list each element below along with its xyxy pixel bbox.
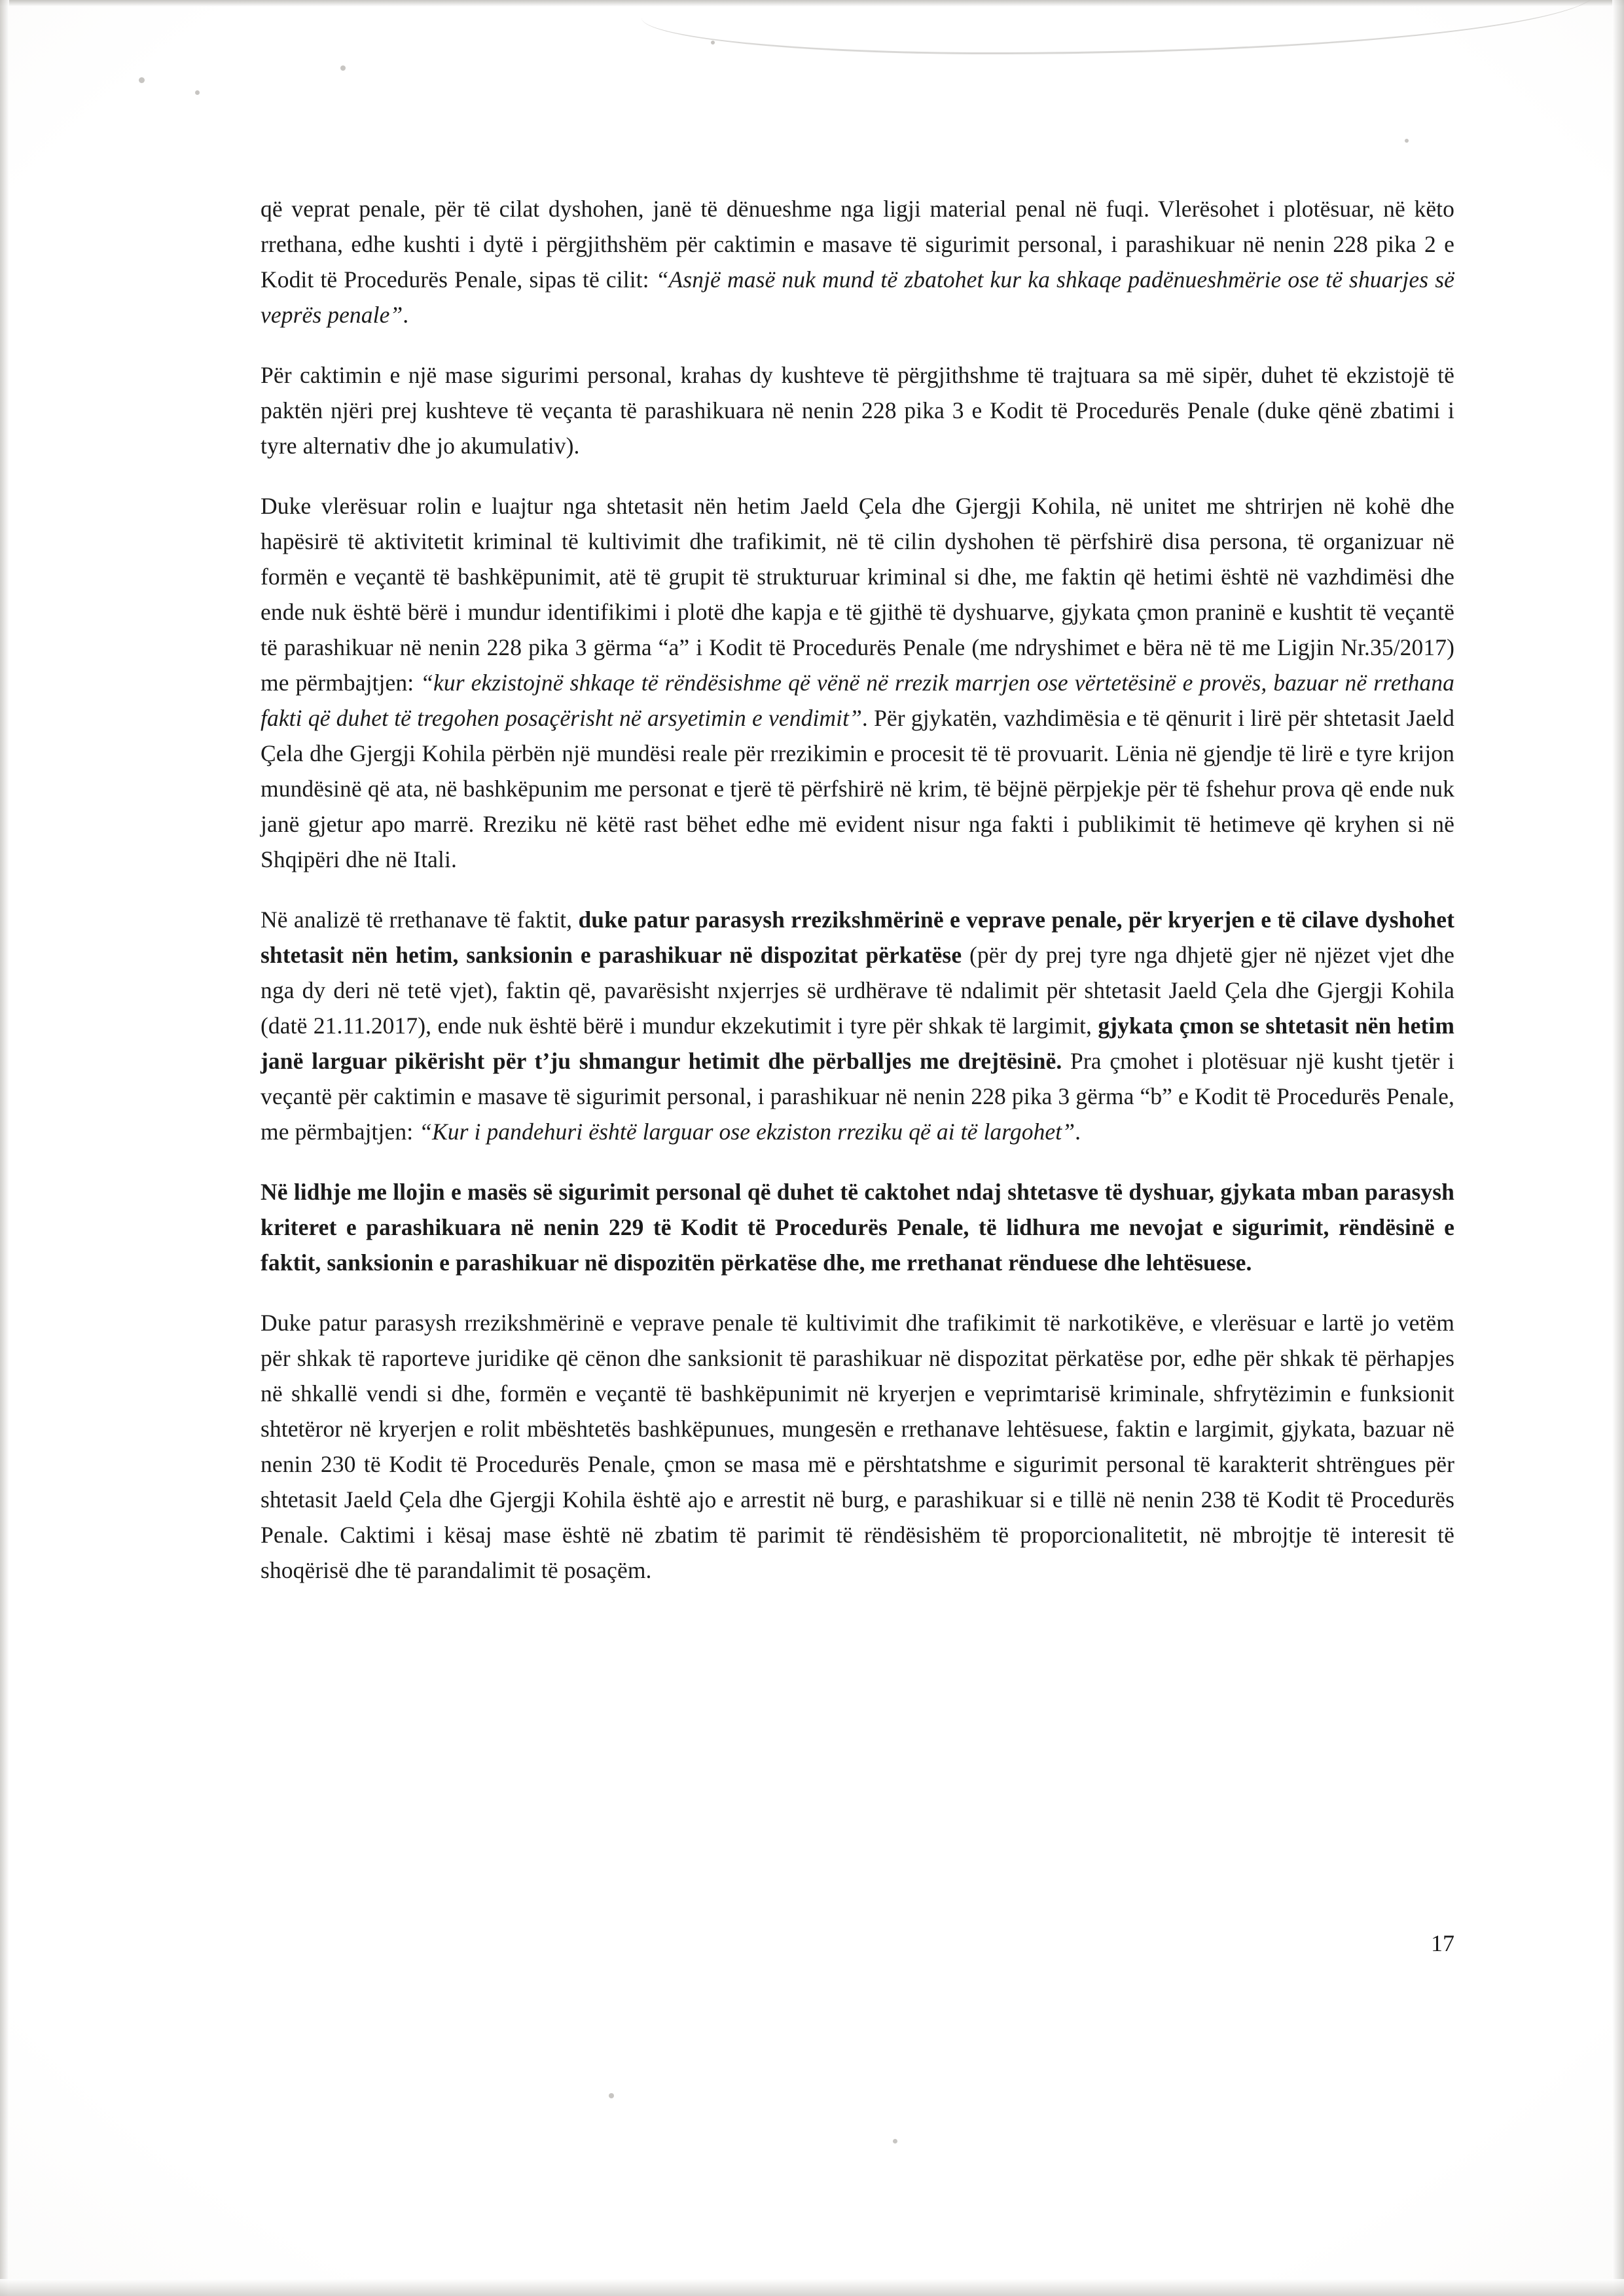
text-run-italic: “Kur i pandehuri është larguar ose ekziston rreziku që ai të largohet” <box>419 1119 1075 1145</box>
document-body <box>261 191 1454 1588</box>
scan-edge-right <box>1612 0 1624 2296</box>
text-run-bold: Në lidhje me llojin e masës së sigurimit personal që duhet të caktohet ndaj shtetasve të dyshuar, gjykata mban parasysh kriteret e parashikuara në nenin 229 të Kodit të Procedurës Penale, të lidhura me nevojat e sigurimit, rëndësinë e faktit, sanksionin e parashikuar në dispozitën përkatëse dhe, me rrethanat rënduese dhe lehtësuese. <box>261 1179 1454 1276</box>
paragraph-3 <box>261 488 1454 877</box>
paragraph-5 <box>261 1174 1454 1280</box>
paragraph-6 <box>261 1305 1454 1588</box>
scan-edge-top <box>0 0 1624 7</box>
text-run: Duke patur parasysh rrezikshmërinë e veprave penale të kultivimit dhe trafikimit të narkotikëve, e vlerësuar e lartë jo vetëm për shkak të raporteve juridike që cënon dhe sanksionit të parashikuar në dispozitat përkatëse por, edhe për shkak të përhapjes në shkallë vendi si dhe, formën e veçantë të bashkëpunimit në kryerjen e veprimtarisë kriminale, shfrytëzimin e funksionit shtetëror në kryerjen e rolit mbështetës bashkëpunues, mungesën e rrethanave lehtësuese, faktin e largimit, gjykata, bazuar në nenin 230 të Kodit të Procedurës Penale, çmon se masa më e përshtatshme e sigurimit personal të karakterit shtrëngues për shtetasit Jaeld Çela dhe Gjergji Kohila është ajo e arrestit në burg, e parashikuar si e tillë në nenin 238 të Kodit të Procedurës Penale. Caktimi i kësaj mase është në zbatim të parimit të rëndësishëm të proporcionalitetit, në mbrojtje të interesit të shoqërisë dhe të parandalimit të posaçëm. <box>261 1310 1454 1583</box>
paragraph-1 <box>261 191 1454 332</box>
scan-speck <box>1405 139 1409 143</box>
scan-edge-bottom <box>0 2279 1624 2296</box>
text-run: Në analizë të rrethanave të faktit, <box>261 906 579 933</box>
text-run: Për caktimin e një mase sigurimi personal, krahas dy kushteve të përgjithshme të trajtuara sa më sipër, duhet të ekzistojë të paktën njëri prej kushteve të veçanta të parashikuara në nenin 228 pika 3 e Kodit të Procedurës Penale (duke qënë zbatimi i tyre alternativ dhe jo akumulativ). <box>261 362 1454 459</box>
text-run-bold: duke patur parasysh rrezikshmërinë e veprave penale, për kryerjen e të cilave dyshohet shtetasit nën hetim, sanksionin e parashikuar në dispozitat përkatëse <box>261 906 1455 968</box>
text-run: Pra çmohet i plotësuar një kusht tjetër i veçantë për caktimin e masave të sigurimit personal, i parashikuar në nenin 228 pika 3 gërma “b” e Kodit të Procedurës Penale, me përmbajtjen: <box>261 1048 1454 1145</box>
text-run: Duke vlerësuar rolin e luajtur nga shtetasit nën hetim Jaeld Çela dhe Gjergji Kohila, në unitet me shtrirjen në kohë dhe hapësirë të aktivitetit kriminal të kultivimit dhe trafikimit, në të cilin dyshohen të përfshirë disa persona, të organizuar në formën e veçantë të bashkëpunimit, atë të grupit të strukturuar kriminal si dhe, me faktin që hetimi është në vazhdimësi dhe ende nuk është bërë i mundur identifikimi i plotë dhe kapja e të gjithë të dyshuarve, gjykata çmon praninë e kushtit të veçantë të parashikuar në nenin 228 pika 3 gërma “a” i Kodit të Procedurës Penale (me ndryshimet e bëra në të me Ligjin Nr.35/2017) me përmbajtjen: <box>261 493 1454 696</box>
paragraph-4 <box>261 902 1454 1149</box>
scan-curl-artifact <box>641 0 1597 54</box>
paragraph-2 <box>261 357 1454 463</box>
scan-edge-left <box>0 0 9 2296</box>
text-run: . <box>403 302 409 328</box>
text-run-italic: “Asnjë masë nuk mund të zbatohet kur ka shkaqe padënueshmërie ose të shuarjes së veprës penale” <box>261 266 1454 328</box>
page-number: 17 <box>1431 1930 1454 1956</box>
text-run: (për dy prej tyre nga dhjetë gjer në njëzet vjet dhe nga dy deri në tetë vjet), faktin që, pavarësisht nxjerrjes së urdhërave të ndalimit për shtetasit Jaeld Çela dhe Gjergji Kohila (datë 21.11.2017), ende nuk është bërë i mundur ekzekutimit i tyre për shkak të largimit, <box>261 942 1454 1039</box>
text-run: . <box>1075 1119 1081 1145</box>
text-run-italic: “kur ekzistojnë shkaqe të rëndësishme që vënë në rrezik marrjen ose vërtetësinë e provës, bazuar në rrethana fakti që duhet të tregohen posaçërisht në arsyetimin e vendimit” <box>261 670 1454 731</box>
scan-speck <box>893 2139 897 2144</box>
text-run: që veprat penale, për të cilat dyshohen, janë të dënueshme nga ligji material penal në fuqi. Vlerësohet i plotësuar, në këto rrethana, edhe kushti i dytë i përgjithshëm për caktimin e masave të sigurimit personal, i parashikuar në nenin 228 pika 2 e Kodit të Procedurës Penale, sipas të cilit: <box>261 196 1454 293</box>
scan-speck <box>340 65 346 71</box>
scan-speck <box>711 41 715 45</box>
scan-speck <box>609 2093 614 2098</box>
scan-speck <box>139 77 145 83</box>
text-run: . Për gjykatën, vazhdimësia e të qënurit i lirë për shtetasit Jaeld Çela dhe Gjergji Kohila përbën një mundësi reale për rrezikimin e procesit të të provuarit. Lënia në gjendje të lirë e tyre krijon mundësinë që ata, në bashkëpunim me personat e tjerë të përfshirë në krim, të bëjnë përpjekje për të fshehur prova që ende nuk janë gjetur apo marrë. Rreziku në këtë rast bëhet edhe më evident nisur nga fakti i publikimit të hetimeve që kryhen si në Shqipëri dhe në Itali. <box>261 705 1454 872</box>
text-run-bold: gjykata çmon se shtetasit nën hetim janë larguar pikërisht për t’ju shmangur hetimit dhe përballjes me drejtësinë. <box>261 1013 1455 1074</box>
scan-speck <box>195 90 200 95</box>
